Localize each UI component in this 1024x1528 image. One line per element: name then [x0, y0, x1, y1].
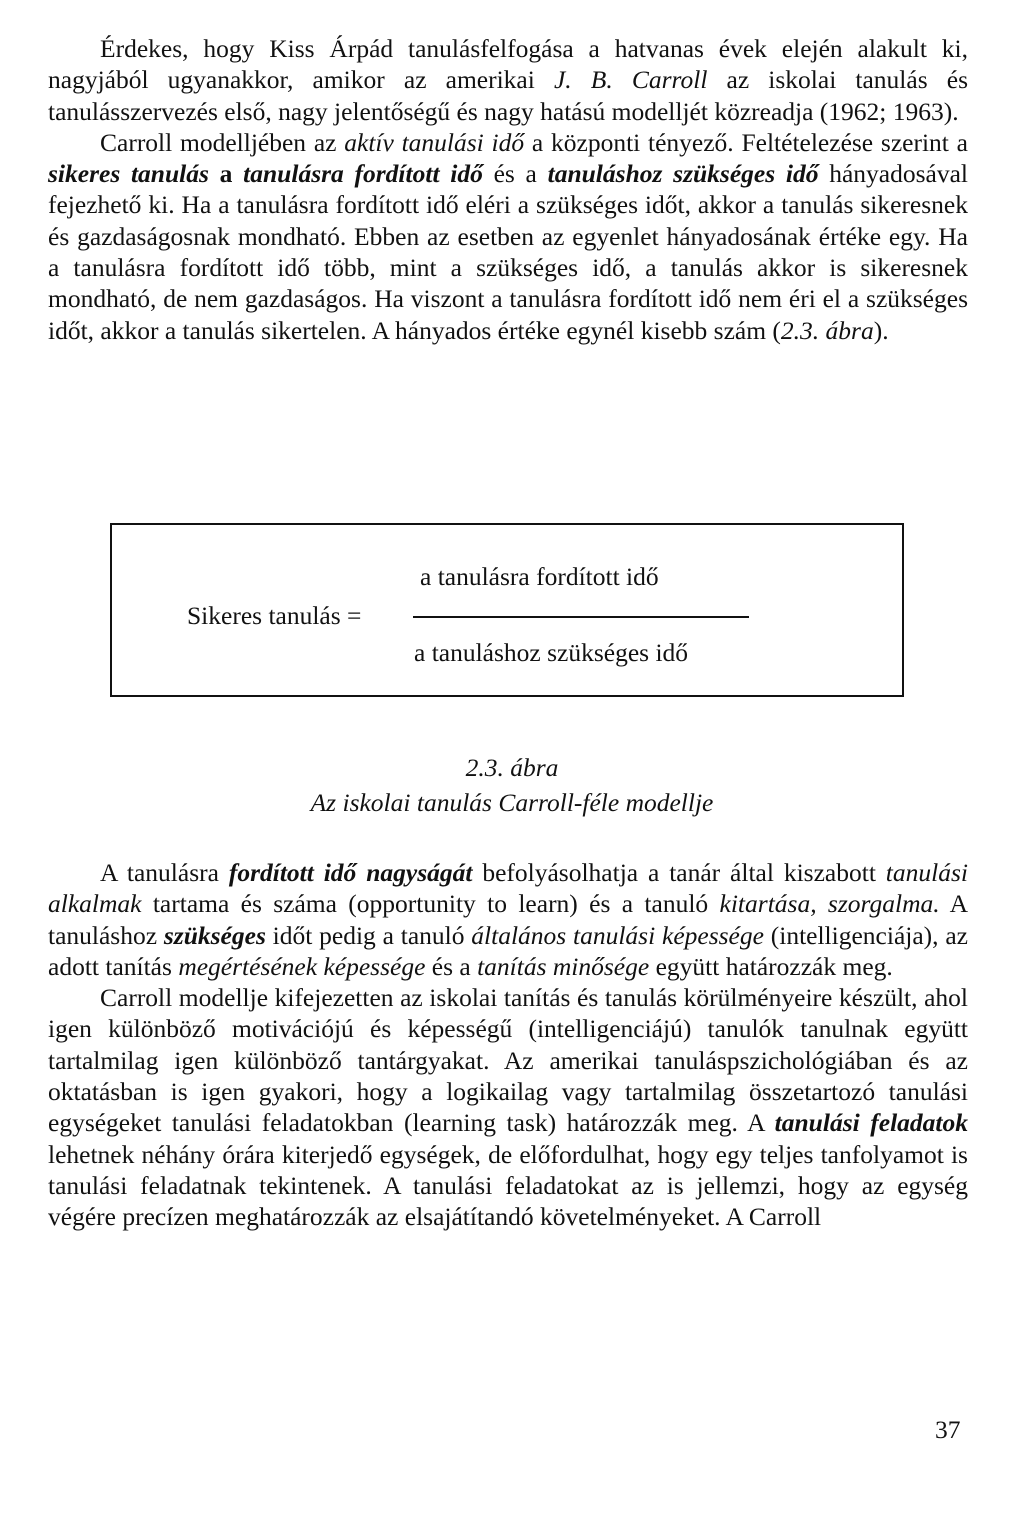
text: hányadosával fejezhető ki. Ha a tanulásra fordított idő eléri a szükséges időt, akkor a tanulás sikeresnek és gazdaságosnak mondható. Ebben az esetben az egyenlet hányadosának értéke egy. Ha a tanulásra fordított idő több, mint a szükséges idő, a tanulás akkor is sikeresnek mondható, de nem gazdaságos. Ha viszont a tanulásra fordított idő nem éri el a szükséges időt, akkor a tanulás sikertelen. A hányados értéke egynél kisebb szám ( [48, 159, 968, 345]
text: és a [425, 951, 478, 981]
key-term: szükséges [163, 920, 266, 950]
formula-numerator: a tanulásra fordított idő [420, 562, 659, 591]
figure-reference: 2.3. ábra [780, 315, 874, 345]
text: a központi tényező. Feltételezése szerint a [524, 127, 968, 157]
author-name: J. B. Carroll [553, 65, 708, 95]
text: A tanuláshoz [48, 889, 969, 950]
text: Érdekes, hogy Kiss Árpád tanulásfelfogása a hatvanas évek elején alakult ki, nagyjából ugyanakkor, amikor az amerikai [48, 34, 968, 95]
text: lehetnek néhány órára kiterjedő egységek, de előfordulhat, hogy egy teljes tanfolyamot is tanulási feladatnak tekintenek. A tanulási feladatokat az is jellemzi, hogy az egység végére precízen meghatározzák az elsajátítandó követelményeket. A Carroll [48, 1139, 968, 1232]
text: (intelligenciája), az adott tanítás [48, 920, 968, 981]
text: tartama és száma (opportunity to learn) és a tanuló [141, 889, 720, 919]
key-term: tanulásra fordított idő [243, 159, 483, 189]
emphasis: aktív tanulási idő [344, 127, 525, 157]
text: ). [873, 315, 889, 345]
text: időt pedig a tanuló [265, 920, 472, 950]
text: Carroll modellje kifejezetten az iskolai tanítás és tanulás körülményeire készült, ahol igen különböző motivációjú és képességű (intelligenciájú) tanulók tanulnak együtt tartalmilag igen különböző tantárgyakat. Az amerikai tanuláspszichológiában és az oktatásban is igen gyakori, hogy a logikailag vagy tartalmilag összetartozó tanulási egységeket tanulási feladatokban (learning task) határozzák meg. A [48, 983, 968, 1138]
text: Carroll modelljében az [100, 127, 345, 157]
key-term: tanuláshoz szükséges idő [547, 159, 819, 189]
page-number: 37 [935, 1415, 961, 1444]
emphasis: tanulási alkalmak [48, 858, 968, 919]
emphasis: általános tanulási képessége [471, 920, 764, 950]
emphasis: megértésének képessége [178, 951, 426, 981]
formula-denominator: a tanuláshoz szükséges idő [414, 638, 689, 667]
text: befolyásolhatja a tanár által kiszabott [472, 858, 886, 887]
text: és a [482, 159, 548, 189]
text: a [208, 159, 244, 189]
paragraph-intro [48, 33, 968, 346]
key-term: tanulási feladatok [774, 1108, 968, 1138]
paragraph-body [48, 857, 968, 1233]
figure-label: 2.3. ábra [465, 753, 559, 782]
figure-caption: Az iskolai tanulás Carroll-féle modellje [310, 788, 714, 817]
text: együtt határozzák meg. [649, 951, 893, 981]
key-term: fordított idő nagyságát [228, 858, 473, 887]
emphasis: tanítás minősége [477, 951, 650, 981]
text: az iskolai tanulás és tanulásszervezés első, nagy jelentőségű és nagy hatású modelljét közreadja (1962; 1963). [48, 65, 968, 126]
key-term: sikeres tanulás [48, 159, 209, 189]
text: A tanulásra [100, 858, 229, 887]
emphasis: kitartása, szorgalma. [719, 889, 940, 919]
fraction-line [413, 616, 749, 618]
formula-lhs: Sikeres tanulás = [187, 601, 362, 630]
